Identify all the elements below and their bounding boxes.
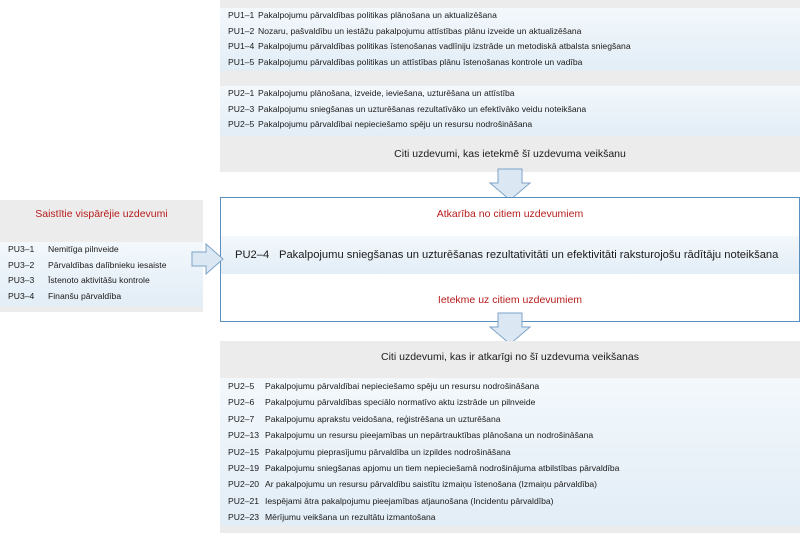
list-item [220,476,800,492]
list-item [220,378,800,394]
task-text: Pakalpojumu pārvaldības politikas īstenošanas vadlīniju izstrāde un metodiskā atbalsta sniegšana [258,41,631,51]
task-code: PU2–7 [228,413,255,424]
task-text: Pakalpojumu pārvaldības politikas un attīstības plānu īstenošanas kontrole un vadība [258,56,583,67]
dependency-title: Atkarība no citiem uzdevumiem [436,208,584,220]
list-item [220,411,800,427]
influencing-tasks-caption: Citi uzdevumi, kas ietekmē šī uzdevuma veikšanu [394,148,626,160]
task-text: Iespējami ātra pakalpojumu pieejamības atjaunošana (Incidentu pārvaldība) [265,495,554,506]
task-text: Pakalpojumu pārvaldībai nepieciešamo spēju un resursu nodrošināšana [258,119,533,129]
arrow-right-icon [192,244,224,274]
list-item [0,242,203,258]
task-code: PU3–2 [8,259,35,270]
task-code: PU2–1 [228,88,255,98]
task-text: Nozaru, pašvaldību un iestāžu pakalpojumu attīstības plānu izveide un aktualizēšana [258,25,582,36]
task-text: Pakalpojumu pārvaldības speciālo normatīvo aktu izstrāde un pilnveide [265,397,536,408]
task-code: PU1–5 [228,56,255,67]
dependent-tasks-title: Citi uzdevumi, kas ir atkarīgi no šī uzdevuma veikšanas [381,351,639,363]
list-item [220,55,800,71]
task-text: Pakalpojumu pārvaldības politikas plānošana un aktualizēšana [258,10,497,20]
task-code: PU2–5 [228,381,255,391]
current-task-band [221,236,799,274]
related-general-tasks-panel [0,200,203,312]
current-task-code: PU2–4 [235,249,270,261]
task-code: PU2–3 [228,103,255,114]
list-item [220,24,800,40]
influence-title: Ietekme uz citiem uzdevumiem [437,294,583,306]
task-text: Pakalpojumu sniegšanas un uzturēšanas rezultatīvāko un efektīvāko veidu noteikšana [258,103,587,114]
list-item [220,102,800,118]
task-code: PU3–4 [8,290,35,301]
list-item [220,460,800,476]
list-item [220,8,800,24]
task-text: Pārvaldības dalībnieku iesaiste [48,259,167,270]
task-code: PU1–1 [228,10,255,20]
list-item [220,39,800,55]
influencing-tasks-group-2 [220,86,800,136]
task-text: Ar pakalpojumu un resursu pārvaldību saistītu izmaiņu īstenošana (Izmaiņu pārvaldība) [265,479,597,490]
list-item [220,86,800,102]
task-code: PU2–13 [228,430,260,441]
related-general-tasks-list [0,242,203,306]
task-text: Pakalpojumu pārvaldībai nepieciešamo spēju un resursu nodrošināšana [265,381,540,391]
task-text: Īstenoto aktivitāšu kontrole [48,275,150,285]
dependent-tasks-list [220,378,800,526]
current-task-text: Pakalpojumu sniegšanas un uzturēšanas rezultativitāti un efektivitāti raksturojošu rādītāju noteikšana [279,249,779,261]
task-code: PU2–20 [228,479,260,490]
task-code: PU1–4 [228,41,255,51]
list-item [220,117,800,133]
task-text: Pakalpojumu pieprasījumu pārvaldība un izpildes nodrošināšana [265,446,511,457]
list-item [220,509,800,525]
task-text: Pakalpojumu aprakstu veidošana, reģistrēšana un uzturēšana [265,413,501,424]
task-code: PU2–21 [228,495,260,506]
list-item [220,427,800,443]
task-text: Pakalpojumu sniegšanas apjomu un tiem nepieciešamā nodrošinājuma atbilstības pārvaldība [265,462,620,473]
influencing-tasks-group-1 [220,8,800,71]
task-text: Pakalpojumu un resursu pieejamības un nepārtrauktības plānošana un nodrošināšana [265,430,594,441]
task-text: Mērījumu veikšana un rezultātu izmantošana [265,512,436,523]
task-text: Pakalpojumu plānošana, izveide, ieviešana, uzturēšana un attīstība [258,88,515,98]
list-item [0,289,203,305]
list-item [220,444,800,460]
task-code: PU2–19 [228,462,260,473]
related-general-tasks-title: Saistītie vispārējie uzdevumi [35,208,168,220]
list-item [0,273,203,289]
task-code: PU3–1 [8,244,35,254]
task-code: PU2–23 [228,512,260,523]
influencing-tasks-panel [220,0,800,172]
task-code: PU2–15 [228,446,260,457]
list-item [220,493,800,509]
task-code: PU2–5 [228,119,255,129]
task-code: PU3–3 [8,275,35,285]
task-text: Nemitīga pilnveide [48,244,119,254]
task-code: PU2–6 [228,397,255,408]
current-task-panel [220,197,800,322]
list-item [0,258,203,274]
dependent-tasks-panel [220,341,800,533]
task-text: Finanšu pārvaldība [48,290,122,301]
list-item [220,394,800,410]
task-code: PU1–2 [228,25,255,36]
